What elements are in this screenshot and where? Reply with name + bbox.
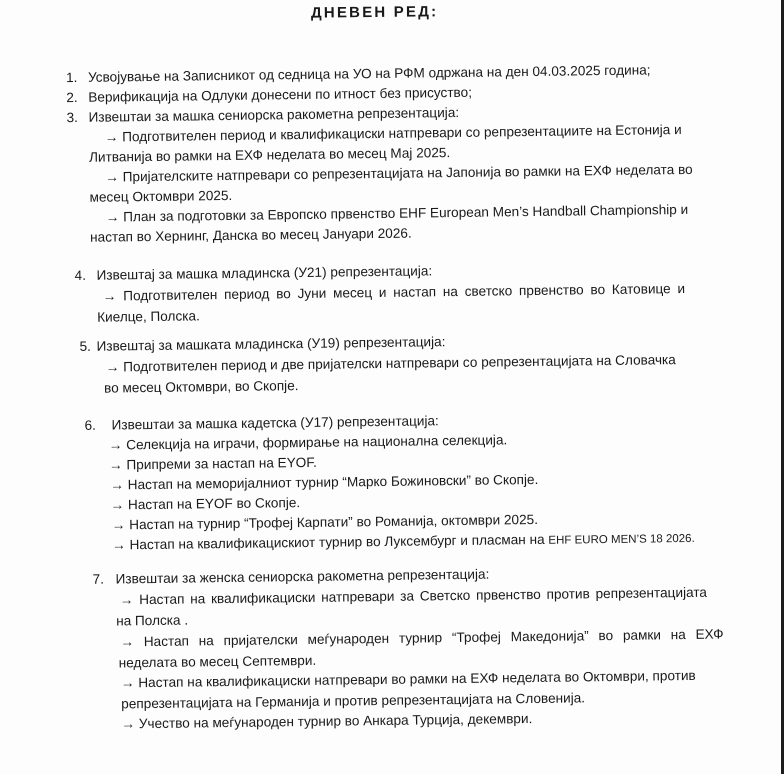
sub-item-line: → Настап на EYOF во Скопје. (110, 495, 301, 513)
sub-item-line: → Настап на меморијалниот турнир “Марко Божиновски” во Скопје. (110, 471, 539, 493)
agenda-title: ДНЕВЕН РЕД: (310, 3, 439, 22)
sub-item-line (112, 530, 695, 553)
sub-item-line: → Подготвителен период и квалификациски натпревари со репрезентациите на Естонија и (104, 122, 682, 145)
sub-item-line: → Настап на квалификациски натпревари во рамки на ЕХФ неделата во Октомври, против (120, 667, 696, 691)
item-number: 1. (65, 69, 78, 86)
item-text: Извештаи за машка кадетска (У17) репрезентација: (111, 413, 439, 433)
sub-item-event: EHF EURO MEN’S 18 2026. (548, 532, 695, 547)
item-number: 6. (84, 417, 97, 433)
item-number: 4. (74, 267, 87, 283)
sub-item-line: настап во Хернинг, Данска во месец Јануари 2026. (90, 225, 412, 245)
sub-item-text: → Настап на квалификацискиот турнир во Луксембург и пласман на (112, 531, 549, 553)
item-text: Извештаи за машка сениорска ракометна репрезентација: (88, 104, 460, 125)
item-text: Извештаи за женска сениорска ракометна репрезентација: (115, 566, 490, 587)
sub-item-line: → Подготвителен период и две пријателски натпревари со репрезентацијата на Словачка (105, 352, 676, 375)
sub-item-line: → Селекција на играчи, формирање на национална селекција. (108, 432, 508, 453)
item-number: 2. (66, 89, 78, 106)
sub-item-line: во месец Октомври, во Скопје. (103, 378, 299, 396)
item-number: 7. (92, 571, 105, 587)
sub-item-line: → Настап на турнир “Трофеј Карпати” во Романија, октомври 2025. (111, 511, 539, 533)
item-text: Извештај за машка младинска (У21) репрезентација: (96, 263, 433, 283)
item-number: 5. (79, 338, 91, 354)
sub-item-line: → Учество на меѓународен турнир во Анкара Турција, декември. (121, 711, 533, 732)
sub-item-line: репрезентацијата на Германија и против репрезентацијата на Словенија. (121, 690, 586, 712)
sub-item-line: Литванија во рамки на ЕХФ неделата во месец Мај 2025. (88, 145, 451, 165)
item-text: Извештај за машката младинска (У19) репрезентација: (96, 334, 446, 354)
sub-item-line: → Настап на пријателски меѓународен турнир “Трофеј Македонија” во рамки на ЕХФ (120, 626, 724, 650)
item-number: 3. (66, 109, 78, 126)
item-text: Усвојување на Записникот од седница на УО на РФМ одржана на ден 04.03.2025 година; (87, 62, 651, 85)
sub-item-line: Киелце, Полска. (97, 308, 200, 325)
sub-item-line: → Пријателските натпревари со репрезентацијата на Јапонија во рамки на ЕХФ неделата во (105, 161, 693, 185)
sub-item-line: → Настап на квалификациски натпревари за Светско првенство против репрезентацијата (119, 584, 708, 608)
sub-item-line: → Подготвителен период во Јуни месец и настап на светско првенство во Катовице и (102, 280, 686, 304)
sub-item-line: → План за подготовки за Европско првенство EHF European Men’s Handball Championship и (105, 201, 689, 225)
item-text: Верификација на Одлуки донесени по итност без присуство; (88, 84, 473, 105)
sub-item-line: на Полска . (116, 612, 189, 629)
sub-item-line: месец Октомври 2025. (89, 187, 233, 205)
sub-item-line: неделата во месец Септември. (118, 652, 317, 671)
sub-item-line: → Припреми за настап на EYOF. (108, 454, 317, 473)
